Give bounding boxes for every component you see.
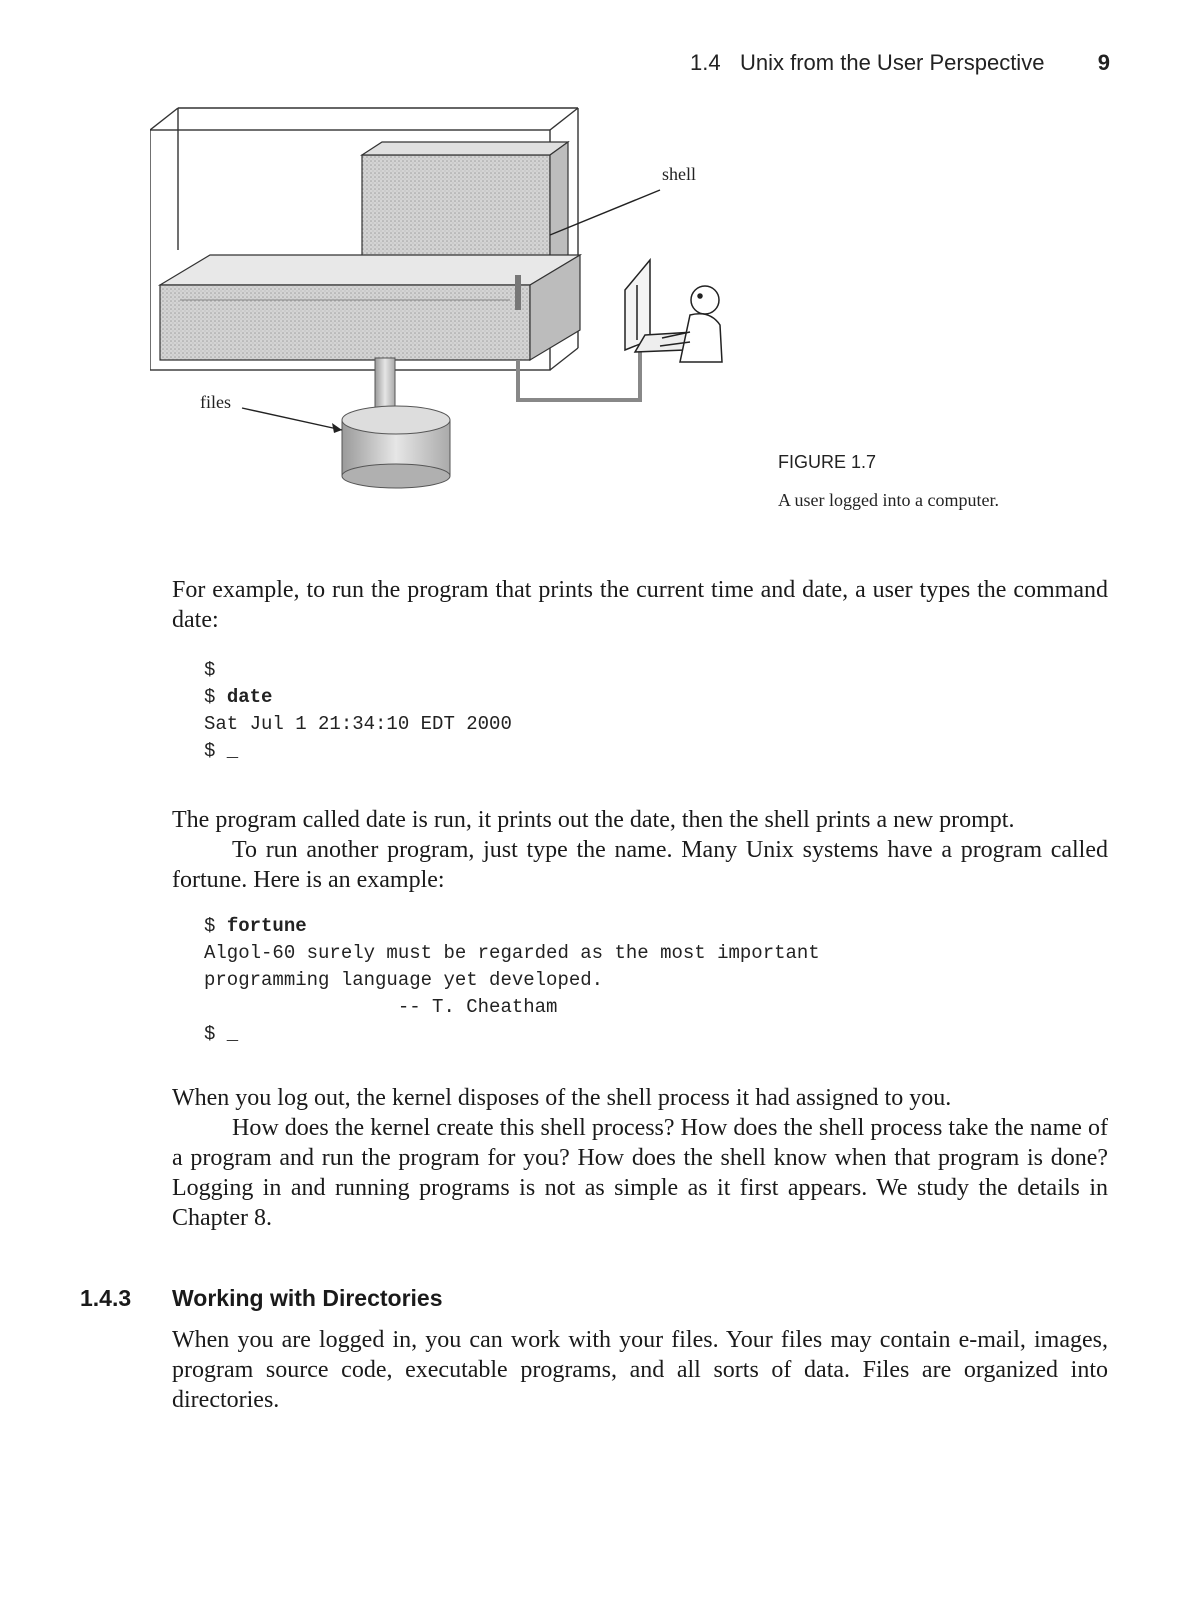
- code-line: $ _: [204, 740, 239, 762]
- code-prompt: $: [204, 915, 227, 937]
- code-block-fortune: [204, 913, 820, 1048]
- code-output: Algol-60 surely must be regarded as the most important: [204, 942, 820, 964]
- files-callout-label: files: [200, 392, 231, 412]
- page-number: 9: [1097, 50, 1110, 75]
- running-header: [690, 50, 1110, 76]
- code-command: date: [226, 686, 273, 708]
- paragraph-questions: How does the kernel create this shell process? How does the shell process take the name of a program and run the program for you? How does the shell know when that program is done? Logging in and running programs is not as simple as it first appears. We study the details in Chapter 8.: [172, 1115, 1108, 1231]
- figure-caption: A user logged into a computer.: [778, 490, 999, 510]
- paragraph-example-intro: For example, to run the program that prints the current time and date, a user types the command date:: [172, 577, 1108, 633]
- shell-callout-label: shell: [662, 164, 696, 184]
- header-title: Unix from the User Perspective: [740, 50, 1045, 75]
- paragraph-date-explanation: The program called date is run, it prints out the date, then the shell prints a new prompt.: [172, 807, 1015, 833]
- section-title: Working with Directories: [172, 1285, 443, 1311]
- code-block-date: [204, 657, 512, 765]
- paragraph-directories: When you are logged in, you can work with your files. Your files may contain e-mail, images, program source code, executable programs, and all sorts of data. Files are organized into directories.: [172, 1327, 1108, 1413]
- section-number: 1.4.3: [80, 1285, 132, 1311]
- code-output: -- T. Cheatham: [204, 996, 558, 1018]
- figure-illustration: [150, 100, 750, 520]
- header-section-number: 1.4: [690, 50, 721, 75]
- paragraph-logout: When you log out, the kernel disposes of the shell process it had assigned to you.: [172, 1085, 952, 1111]
- code-command: fortune: [226, 915, 307, 937]
- disk-drive: [342, 358, 450, 488]
- code-output: Sat Jul 1 21:34:10 EDT 2000: [204, 713, 512, 735]
- code-line: $: [204, 659, 216, 681]
- code-output: programming language yet developed.: [204, 969, 604, 991]
- code-prompt: $: [204, 686, 227, 708]
- code-line: $ _: [204, 1023, 239, 1045]
- paragraph-fortune-intro: To run another program, just type the name. Many Unix systems have a program called fortune. Here is an example:: [172, 837, 1108, 893]
- figure-label: FIGURE 1.7: [778, 452, 877, 472]
